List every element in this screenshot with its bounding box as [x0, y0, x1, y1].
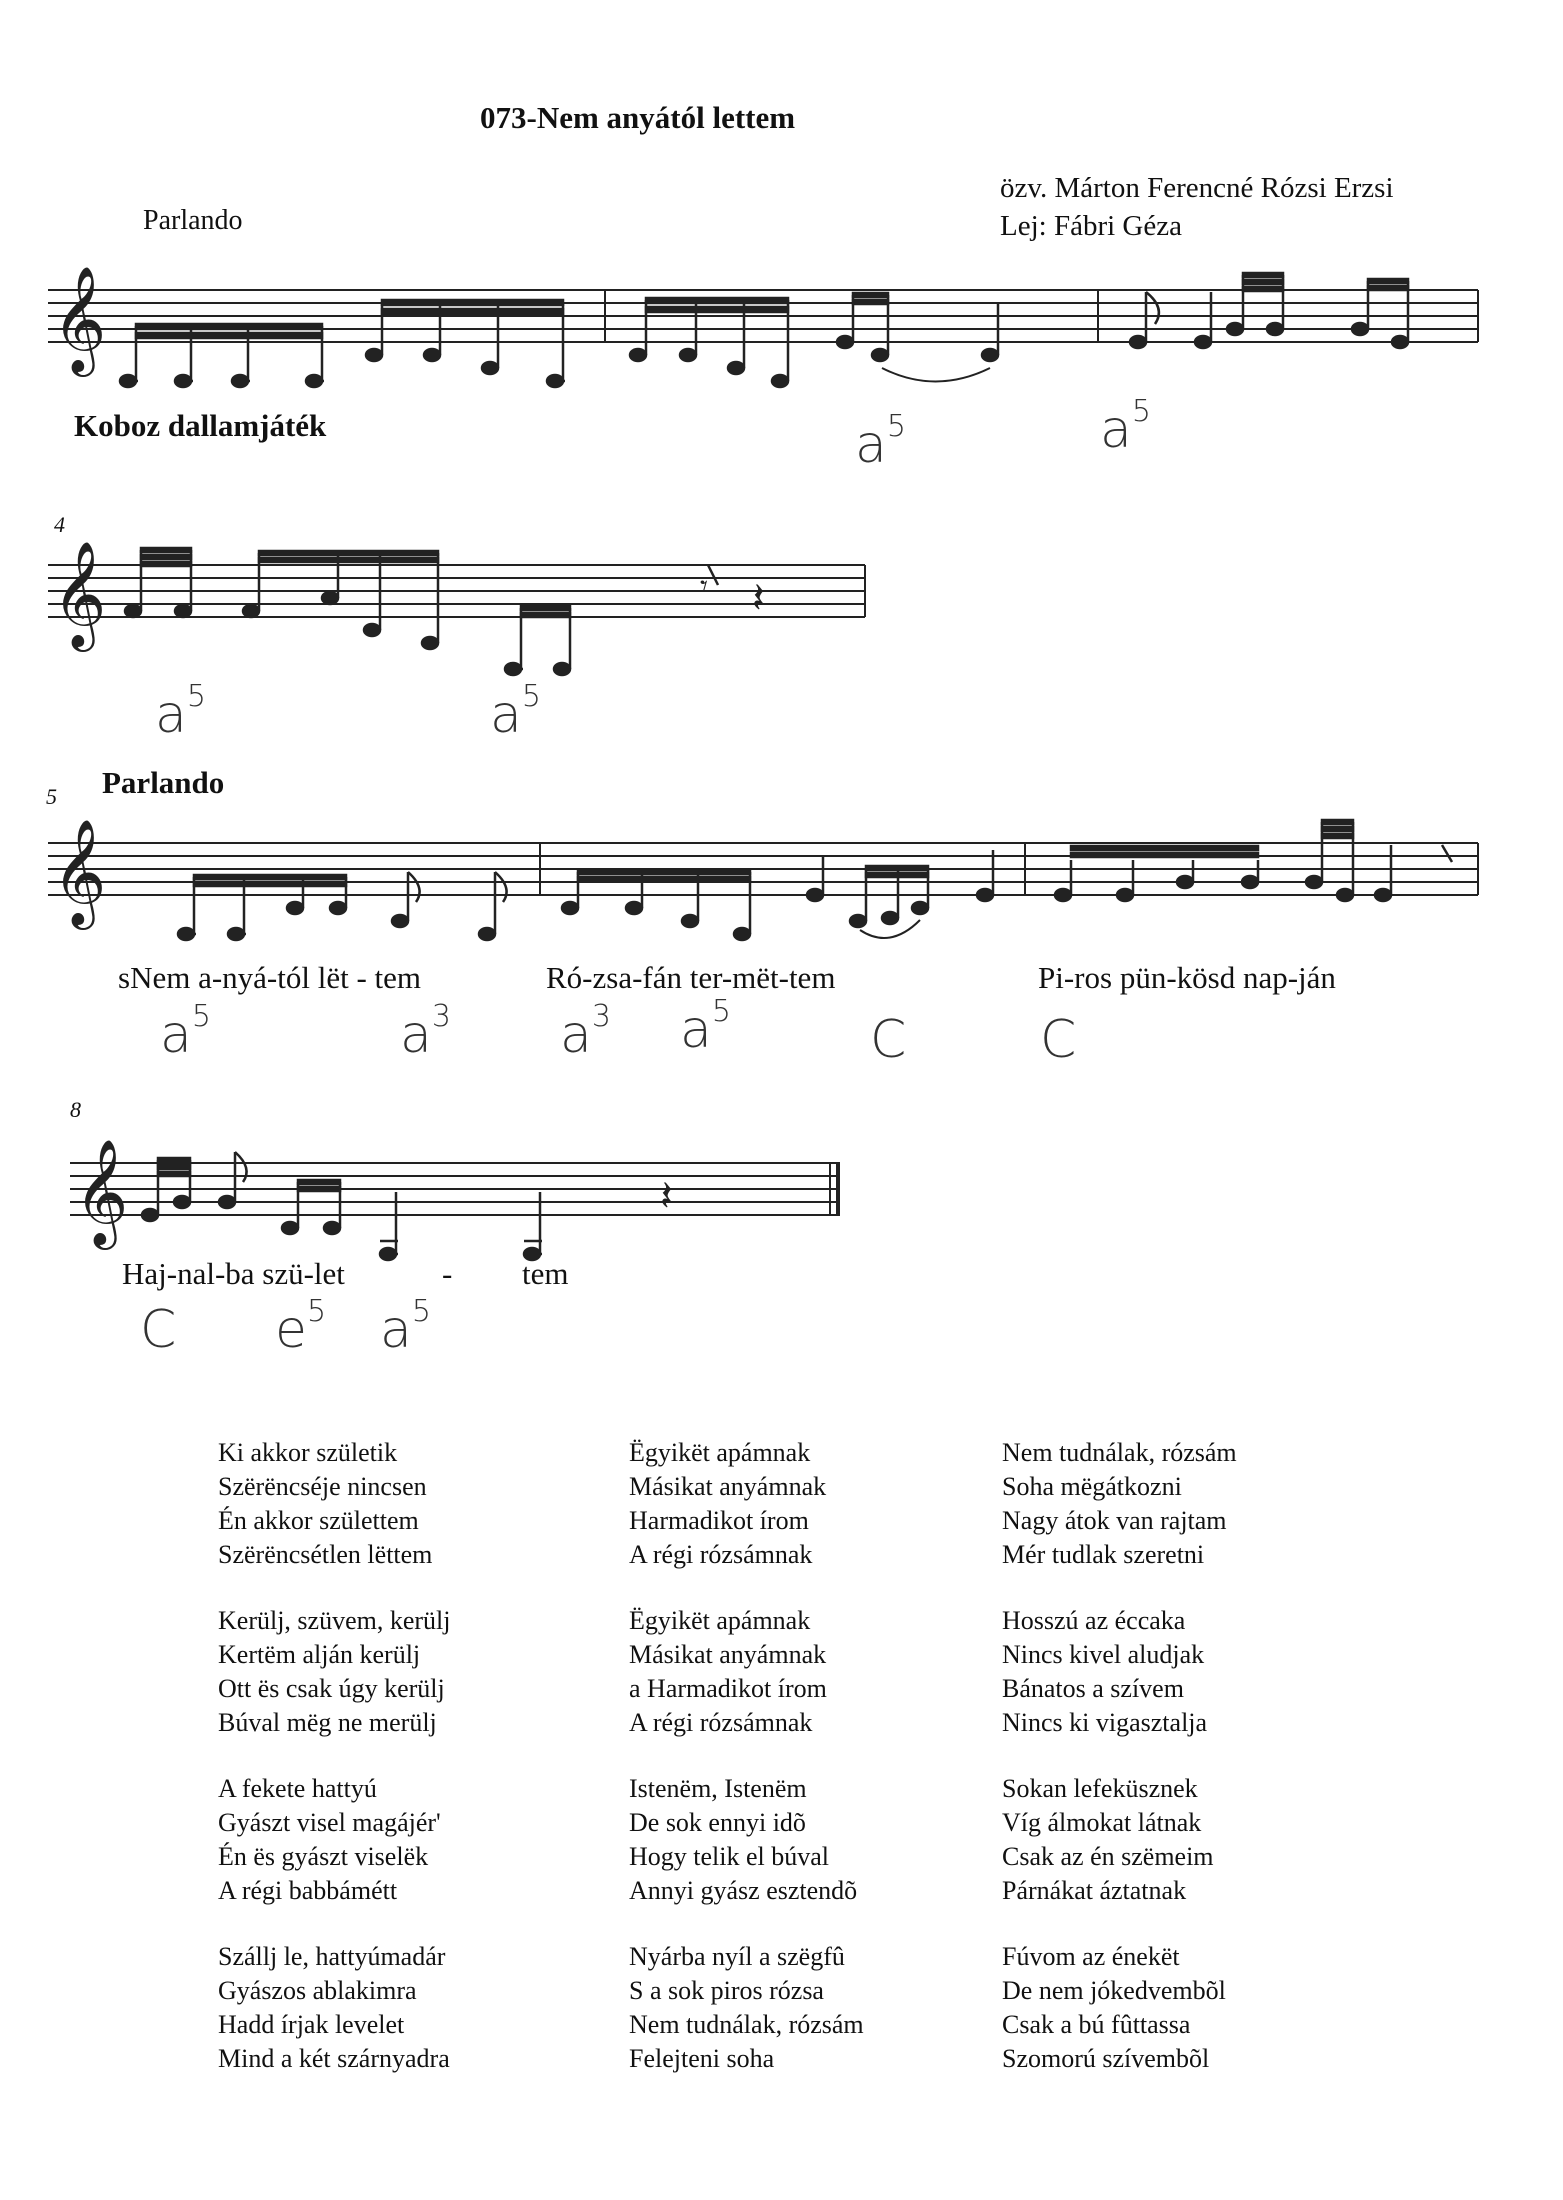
note-group — [1130, 273, 1408, 348]
stanza-line: Nem tudnálak, rózsám — [1002, 1438, 1237, 1467]
stanza — [629, 1436, 864, 1572]
performer-credit: özv. Márton Ferencné Rózsi Erzsi — [1000, 172, 1394, 204]
stanza — [218, 1604, 451, 1740]
stanza-column — [1002, 1436, 1237, 2108]
stanza-line: Bánatos a szívem — [1002, 1674, 1184, 1703]
note-group — [142, 1152, 673, 1260]
note-group — [1055, 820, 1452, 901]
stanza-line: Annyi gyász esztendõ — [629, 1876, 858, 1905]
stanza-line: Nincs ki vigasztalja — [1002, 1708, 1208, 1737]
stanza-line: A régi babbámétt — [218, 1876, 398, 1905]
chord-annotation: $a^5$ — [380, 1293, 431, 1360]
stanza-line: Szállj le, hattyúmadár — [218, 1942, 446, 1971]
stanza-line: Nem tudnálak, rózsám — [629, 2010, 864, 2039]
stanza — [629, 1604, 864, 1740]
stanza-line: Gyászos ablakimra — [218, 1976, 417, 2005]
stanza-line: Szomorú szívembõl — [1002, 2044, 1210, 2073]
stanza-line: Másikat anyámnak — [629, 1472, 827, 1501]
stanza-line: Gyászt visel magájér' — [218, 1808, 441, 1837]
staff — [48, 565, 865, 617]
tempo-marking: Parlando — [143, 205, 243, 236]
stanza — [218, 1772, 451, 1908]
stanza — [629, 1940, 864, 2076]
chord-annotation: $a^5$ — [1100, 393, 1151, 460]
chord-annotation: $a^5$ — [160, 998, 211, 1065]
measure-number: 5 — [46, 784, 57, 809]
stanza-line: Mér tudlak szeretni — [1002, 1540, 1205, 1569]
stanza-line: Párnákat áztatnak — [1002, 1876, 1187, 1905]
treble-clef-icon: 𝄞 — [52, 265, 107, 372]
stanza-line: Búval mëg ne merülj — [218, 1708, 437, 1737]
chord-annotation: $a^3$ — [400, 998, 451, 1065]
treble-clef-icon: 𝄞 — [52, 818, 107, 925]
stanza-line: Istenëm, Istenëm — [629, 1774, 807, 1803]
lyric-line: Pi-ros pün-kösd nap-ján — [1038, 960, 1336, 995]
chord-annotation: C — [870, 1010, 907, 1070]
stanza-line: Fúvom az énekët — [1002, 1942, 1180, 1971]
stanza-line: Ëgyikët apámnak — [629, 1438, 811, 1467]
stanza-line: Hadd írjak levelet — [218, 2010, 405, 2039]
note-group — [120, 300, 565, 387]
stanza-column — [629, 1436, 864, 2108]
stanza — [1002, 1436, 1237, 1572]
stanza-line: Ki akkor születik — [218, 1438, 398, 1467]
stanza-line: Kertëm alján kerülj — [218, 1640, 421, 1669]
stanza-line: Ott ës csak úgy kerülj — [218, 1674, 445, 1703]
note-group — [125, 548, 765, 675]
page-title: 073-Nem anyától lettem — [480, 100, 796, 135]
stanza-line: A régi rózsámnak — [629, 1708, 813, 1737]
stanza-line: Nagy átok van rajtam — [1002, 1506, 1227, 1535]
chord-annotation: C — [140, 1300, 177, 1360]
stanza-line: Én ës gyászt viselëk — [218, 1842, 429, 1871]
stanza-line: Ëgyikët apámnak — [629, 1606, 811, 1635]
transcriber-credit: Lej: Fábri Géza — [1000, 210, 1182, 242]
stanza-line: De nem jókedvembõl — [1002, 1976, 1226, 2005]
stanza-line: Mind a két szárnyadra — [218, 2044, 450, 2073]
stanza — [1002, 1940, 1237, 2076]
note-group — [630, 293, 998, 387]
chord-annotation: $a^5$ — [490, 678, 541, 745]
stanza-column — [218, 1436, 451, 2108]
stanza-line: Hogy telik el búval — [629, 1842, 830, 1871]
lyric-line: Haj-nal-ba szü-let — [122, 1256, 345, 1291]
stanza-line: Hosszú az éccaka — [1002, 1606, 1186, 1635]
chord-annotation: $a^5$ — [680, 993, 731, 1060]
chord-annotation: $e^5$ — [275, 1293, 327, 1360]
treble-clef-icon: 𝄞 — [52, 540, 107, 647]
svg-text:𝄽: 𝄽 — [660, 1174, 673, 1220]
chord-annotation: $a^3$ — [560, 998, 611, 1065]
stanza — [218, 1436, 451, 1572]
stanza-line: Nincs kivel aludjak — [1002, 1640, 1205, 1669]
stanza-line: A fekete hattyú — [218, 1774, 377, 1803]
stanza-line: Felejteni soha — [629, 2044, 775, 2073]
svg-text:𝄾: 𝄾 — [700, 570, 708, 603]
measure-number: 8 — [70, 1097, 81, 1122]
lyric-line: Ró-zsa-fán ter-mët-tem — [546, 960, 836, 995]
treble-clef-icon: 𝄞 — [74, 1138, 129, 1245]
stanza-line: Szërëncséje nincsen — [218, 1472, 427, 1501]
instrument-label: Koboz dallamjáték — [74, 408, 327, 443]
stanza-line: Én akkor születtem — [218, 1506, 419, 1535]
chord-annotation: C — [1040, 1010, 1077, 1070]
stanza-line: Csak a bú fûttassa — [1002, 2010, 1191, 2039]
chord-annotation: $a^5$ — [155, 678, 206, 745]
stanza-line: Sokan lefeküsznek — [1002, 1774, 1198, 1803]
stanza-line: A régi rózsámnak — [629, 1540, 813, 1569]
stanza-line: Szërëncsétlen lëttem — [218, 1540, 433, 1569]
stanza-line: a Harmadikot írom — [629, 1674, 827, 1703]
stanza-line: Csak az én szëmeim — [1002, 1842, 1214, 1871]
stanza-line: De sok ennyi idõ — [629, 1808, 806, 1837]
stanza-line: Másikat anyámnak — [629, 1640, 827, 1669]
measure-number: 4 — [54, 512, 65, 537]
lyric-line: tem — [522, 1256, 569, 1291]
stanza-line: Harmadikot írom — [629, 1506, 809, 1535]
lyric-line: sNem a-nyá-tól lët - tem — [118, 960, 422, 995]
stanza-line: Nyárba nyíl a szëgfû — [629, 1942, 845, 1971]
stanza-line: Víg álmokat látnak — [1002, 1808, 1202, 1837]
stanza-line: Soha mëgátkozni — [1002, 1472, 1182, 1501]
svg-text:𝄽: 𝄽 — [752, 576, 765, 622]
lyric-line: - — [442, 1256, 453, 1291]
tempo-marking: Parlando — [102, 765, 225, 800]
stanza — [1002, 1772, 1237, 1908]
stanza — [629, 1772, 864, 1908]
stanza — [1002, 1604, 1237, 1740]
chord-annotation: $a^5$ — [855, 408, 906, 475]
stanza-line: Kerülj, szüvem, kerülj — [218, 1606, 451, 1635]
stanza-line: S a sok piros rózsa — [629, 1976, 824, 2005]
stanza — [218, 1940, 451, 2076]
